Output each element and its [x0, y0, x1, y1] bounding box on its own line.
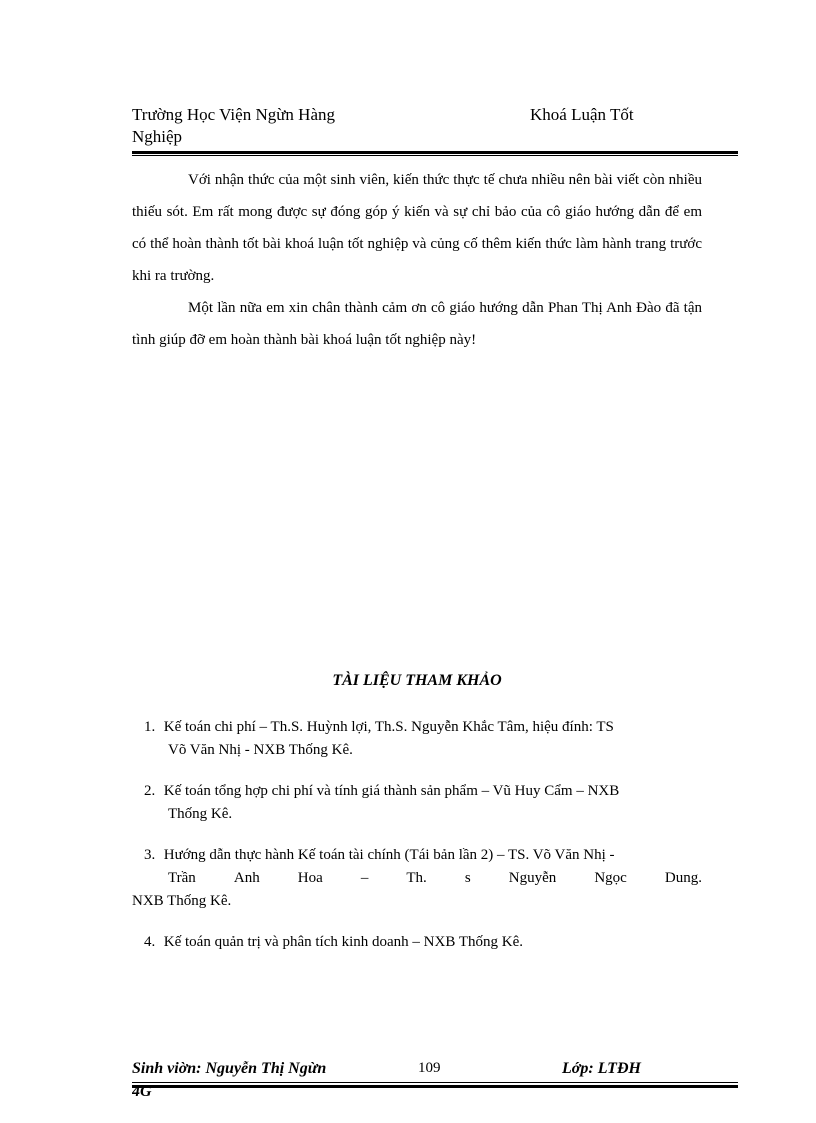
reference-line: Kế toán quản trị và phân tích kinh doanh – NXB Thống Kê.: [163, 934, 523, 950]
reference-word: Hoa: [297, 870, 323, 886]
reference-item: [132, 844, 702, 913]
reference-word: –: [360, 870, 369, 886]
reference-line: Hướng dẫn thực hành Kế toán tài chính (Tái bản lần 2) – TS. Võ Văn Nhị -: [163, 847, 615, 863]
references-title: TÀI LIỆU THAM KHẢO: [332, 672, 502, 689]
reference-word: Anh: [233, 870, 260, 886]
header-school-line2: Nghiệp: [132, 127, 183, 146]
reference-line: Kế toán chi phí – Th.S. Huỳnh lợi, Th.S. Nguyễn Khắc Tâm, hiệu đính: TS: [163, 719, 614, 735]
reference-item: [144, 716, 702, 762]
reference-line: Kế toán tổng hợp chi phí và tính giá thành sản phẩm – Vũ Huy Cẩm – NXB: [163, 783, 620, 799]
reference-line: Võ Văn Nhị - NXB Thống Kê.: [168, 742, 353, 758]
reference-word: Dung.: [664, 870, 702, 886]
header-rule-thick: [132, 151, 738, 154]
reference-item: [144, 931, 702, 954]
footer-rule-thick: [132, 1085, 738, 1088]
footer-rule-thin: [132, 1082, 738, 1083]
reference-number: 2.: [144, 783, 156, 799]
reference-word: Trần: [168, 870, 196, 886]
reference-number: 4.: [144, 934, 156, 950]
header-school-line1: Trường Học Viện Ngừn Hàng: [132, 105, 336, 124]
footer-class: Lớp: LTĐH: [562, 1060, 641, 1077]
reference-line: NXB Thống Kê.: [132, 893, 232, 909]
reference-line-justified: [144, 867, 702, 890]
body-paragraph-1: Với nhận thức của một sinh viên, kiến thức thực tế chưa nhiều nên bài viết còn nhiều thiếu sót. Em rất mong được sự đóng góp ý kiến và sự chỉ bảo của cô giáo hướng dẫn để em có thể hoàn thành tốt bài khoá luận tốt nghiệp và củng cố thêm kiến thức làm hành trang trước khi ra trường.: [132, 172, 702, 284]
reference-item: [144, 780, 702, 826]
reference-word: Ngọc: [594, 870, 627, 886]
body-paragraph-2: Một lần nữa em xin chân thành cảm ơn cô giáo hướng dẫn Phan Thị Anh Đào đã tận tình giúp đỡ em hoàn thành bài khoá luận tốt nghiệp này!: [132, 300, 702, 348]
reference-word: Th.: [406, 870, 427, 886]
header-school: [132, 104, 335, 148]
reference-word: s: [464, 870, 471, 886]
reference-line: Thống Kê.: [168, 806, 233, 822]
header-rule-thin: [132, 155, 738, 156]
reference-word: Nguyễn: [508, 870, 557, 886]
reference-number: 1.: [144, 719, 156, 735]
footer-student-cont: 4G: [132, 1084, 152, 1098]
footer-student: Sinh viờn: Nguyễn Thị Ngừn: [132, 1060, 327, 1077]
footer-page-number: 109: [418, 1060, 441, 1076]
reference-number: 3.: [144, 847, 156, 863]
header-thesis-label: Khoá Luận Tốt: [530, 105, 634, 124]
